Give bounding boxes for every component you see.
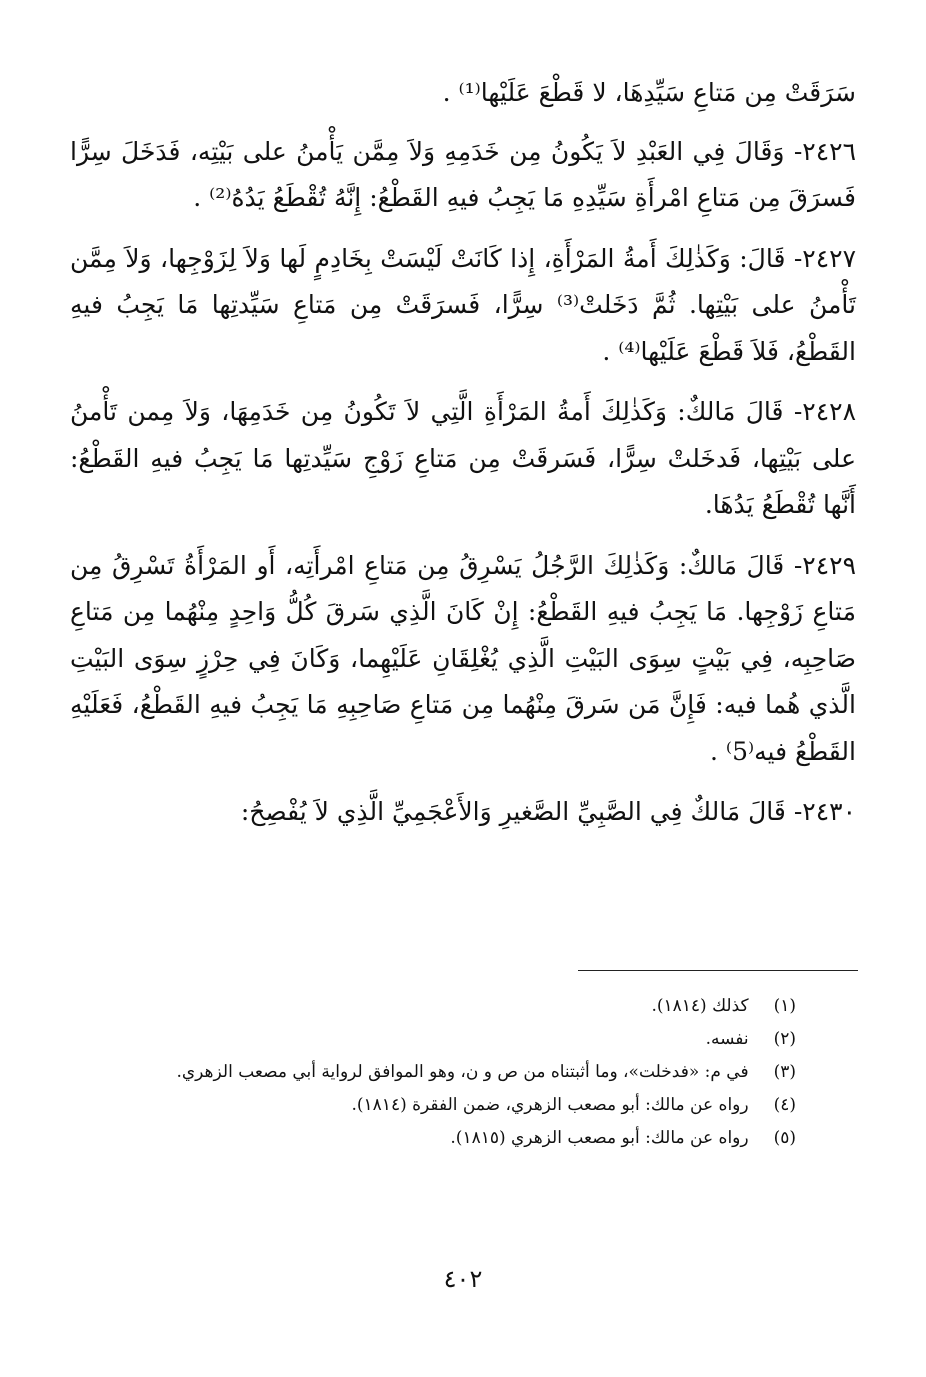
paragraph-continuation: سَرَقَتْ مِن مَتاعِ سَيِّدِهَا، لا قَطْعَ عَلَيْها⁽¹⁾ . [442,78,856,107]
footnote-text: رواه عن مالك: أبو مصعب الزهري (١٨١٥). [450,1128,749,1148]
footnote-number: (٣) [773,1062,796,1082]
main-text [70,70,856,850]
paragraph-2426: ٢٤٢٦- وَقَالَ فِي العَبْدِ لاَ يَكُونُ مِن خَدَمِهِ وَلاَ مِمَّن يَأْمنُ على بَيْتِه، فَدَخَلَ سِرًّا فَسرَقَ مِن مَتاعِ امْرأَةِ سَيِّدِهِ مَا يَجِبُ فيهِ القَطْعُ: إِنَّهُ تُقْطَعُ يَدُهُ⁽²⁾ . [70,136,856,212]
footnote-item [76,1023,796,1056]
paragraph-2429: ٢٤٢٩- قَالَ مَالكٌ: وَكَذٰلِكَ الرَّجُلُ يَسْرِقُ مِن مَتاعِ امْرأَتِه، أَو المَرْأَةُ تَسْرِقُ مِن مَتاعِ زَوْجِها. مَا يَجِبُ فيهِ القَطْعُ: إِنْ كَانَ الَّذِي سَرقَ كُلُّ وَاحِدٍ مِنْهُما مِن مَتاعِ صَاحِبِه، فِي بَيْتٍ سِوَى البَيْتِ الَّذِي يُغْلِقَانِ عَلَيْهِما، وَكَانَ فِي حِرْزٍ سِوَى البَيْتِ الَّذي هُما فيه: فَإِنَّ مَن سَرقَ مِنْهُما مِن مَتاعِ صَاحِبِهِ مَا يَجِبُ فيهِ القَطْعُ، فَعَلَيْهِ القَطْعُ فيه⁽5⁾ . [70,550,856,766]
footnote-number: (٥) [773,1128,796,1148]
footnote-text: في م: «فدخلت»، وما أثبتناه من ص و ن، وهو الموافق لرواية أبي مصعب الزهري. [176,1062,749,1082]
footnote-item [76,1089,796,1122]
footnote-item [76,1122,796,1155]
paragraph-2430: ٢٤٣٠- قَالَ مَالكٌ فِي الصَّبِيِّ الصَّغيرِ وَالأَعْجَمِيِّ الَّذِي لاَ يُفْصِحُ: [240,797,856,826]
page-number: ٤٠٢ [443,1265,483,1293]
footnote-number: (٤) [773,1095,796,1115]
paragraph-2428: ٢٤٢٨- قَالَ مَالكٌ: وَكَذٰلِكَ أَمةُ المَرْأَةِ الَّتِي لاَ تَكُونُ مِن خَدَمِهَا، وَلاَ مِمن تَأْمنُ على بَيْتِها، فَدخَلتْ سِرًّا، فَسَرقَتْ مِن مَتاعِ زَوْجِ سَيِّدتِها مَا يَجِبُ فيهِ القَطْعُ: أَنَّها تُقْطَعُ يَدُهَا. [70,397,856,519]
footnote-text: كذلك (١٨١٤). [651,996,749,1016]
footnote-number: (١) [773,996,796,1016]
footnote-number: (٢) [773,1029,796,1049]
paragraph-2427: ٢٤٢٧- قَالَ: وَكَذٰلِكَ أَمةُ المَرْأَةِ، إِذا كَانَتْ لَيْسَتْ بِخَادِمٍ لَها وَلاَ لِزَوْجِها، وَلاَ مِمَّن تَأْمنُ على بَيْتِها. ثُمَّ دَخَلتْ⁽³⁾ سِرًّا، فَسرَقَتْ مِن مَتاعِ سَيِّدتِها مَا يَجِبُ فيهِ القَطْعُ، فَلاَ قَطْعَ عَلَيْها⁽⁴⁾ . [70,243,856,366]
footnote-item [76,1056,796,1089]
footnote-text: رواه عن مالك: أبو مصعب الزهري، ضمن الفقرة (١٨١٤). [351,1095,749,1115]
footnote-text: نفسه. [705,1029,749,1049]
footnote-item [76,990,796,1023]
footnotes [76,990,796,1155]
footnote-divider [578,970,858,971]
